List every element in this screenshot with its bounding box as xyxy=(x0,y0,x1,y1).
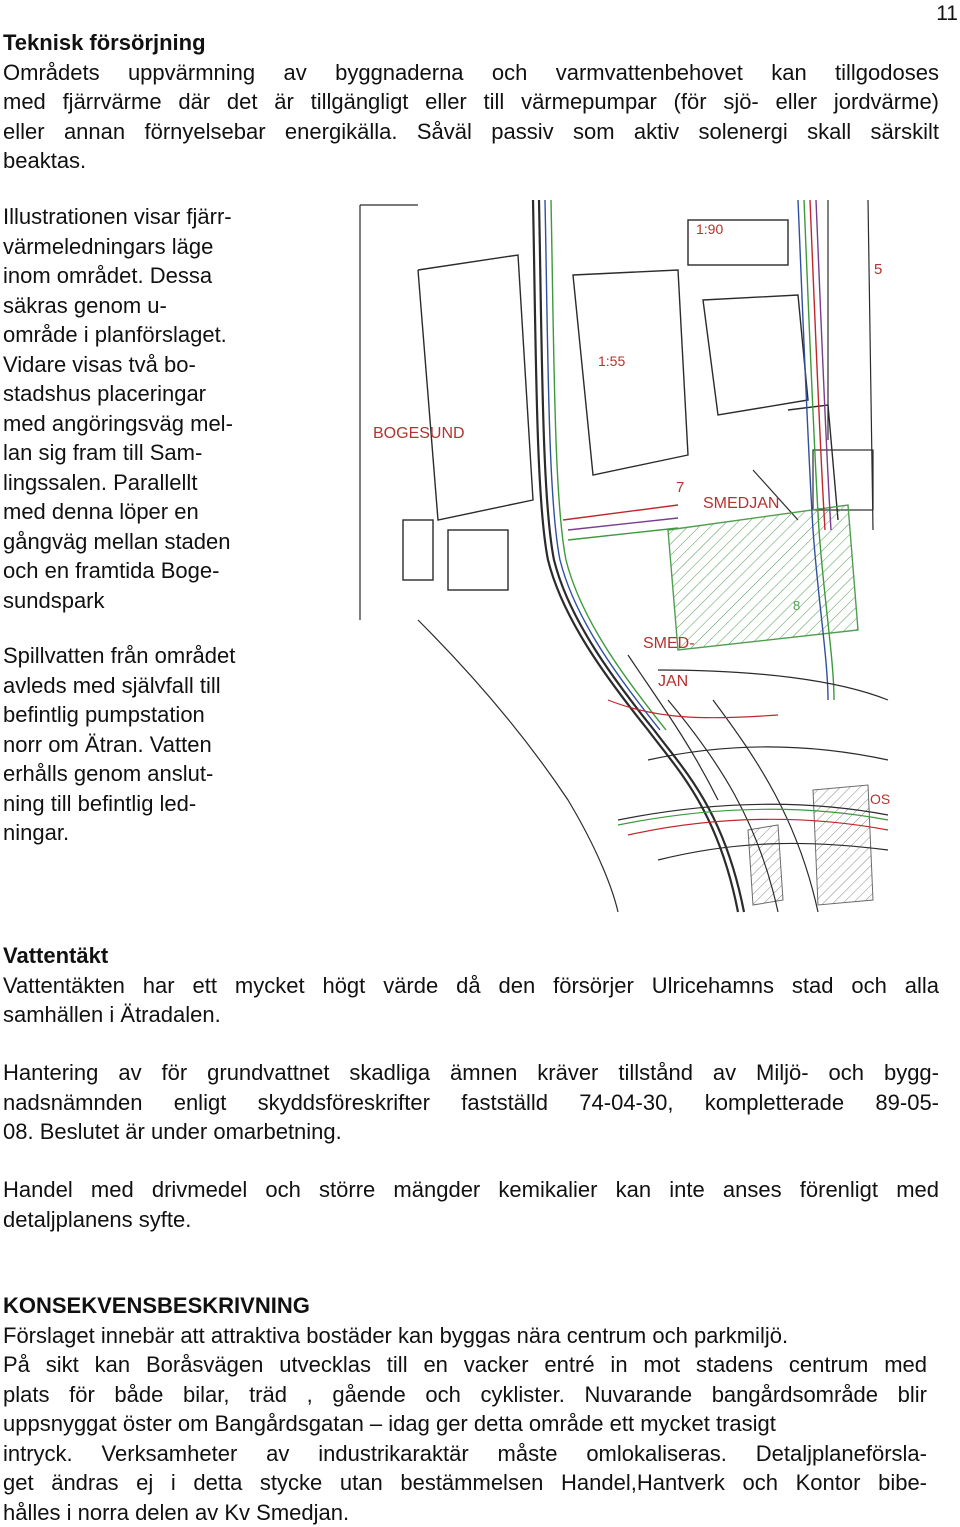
spillvatten-line: ning till befintlig led- xyxy=(3,789,273,819)
teknisk-line: eller annan förnyelsebar energikälla. Såväl passiv som aktiv solenergi skall särskilt xyxy=(3,117,939,147)
vattentakt-line: Hantering av för grundvattnet skadliga ämnen kräver tillstånd av Miljö- och bygg- xyxy=(3,1058,939,1088)
label-scale-1-55: 1:55 xyxy=(598,353,625,369)
vattentakt-line: Handel med drivmedel och större mängder kemikalier kan inte anses förenligt med xyxy=(3,1175,939,1205)
caption-line: Illustrationen visar fjärr- xyxy=(3,202,273,232)
spillvatten-line: befintlig pumpstation xyxy=(3,700,273,730)
caption-line: gångväg mellan staden xyxy=(3,527,273,557)
label-os: OS xyxy=(870,791,890,807)
map-frame xyxy=(360,205,418,620)
spillvatten-line: Spillvatten från området xyxy=(3,641,273,671)
vattentakt-line: detaljplanens syfte. xyxy=(3,1205,939,1235)
caption-line: lingssalen. Parallellt xyxy=(3,468,273,498)
label-jan: JAN xyxy=(658,673,688,690)
label-scale-1-90: 1:90 xyxy=(696,221,723,237)
caption-line: inom området. Dessa xyxy=(3,261,273,291)
label-num-8: 8 xyxy=(793,598,800,613)
label-num-5: 5 xyxy=(874,261,882,278)
caption-line: sundspark xyxy=(3,586,273,616)
teknisk-section xyxy=(3,28,939,176)
vattentakt-line: nadsnämnden enligt skyddsföreskrifter fastställd 74-04-30, kompletterade 89-05- xyxy=(3,1088,939,1118)
map-drawing xyxy=(358,200,888,912)
teknisk-line: Områdets uppvärmning av byggnaderna och varmvattenbehovet kan tillgodoses xyxy=(3,58,939,88)
konsekvens-line: get ändras ej i detta stycke utan bestämmelsen Handel,Hantverk och Kontor bibe- xyxy=(3,1468,927,1498)
vattentakt-section xyxy=(3,941,939,1030)
vattentakt-heading: Vattentäkt xyxy=(3,941,939,971)
label-smedjan: SMEDJAN xyxy=(703,495,779,512)
konsekvens-line: plats för både bilar, träd , gående och cyklister. Nuvarande bangårdsområde blir xyxy=(3,1380,927,1410)
label-smed: SMED- xyxy=(643,635,695,652)
spillvatten-line: norr om Ätran. Vatten xyxy=(3,730,273,760)
vattentakt-paragraph-2 xyxy=(3,1058,939,1147)
caption-line: lan sig fram till Sam- xyxy=(3,438,273,468)
caption-line: med denna löper en xyxy=(3,497,273,527)
vattentakt-line: Vattentäkten har ett mycket högt värde då den försörjer Ulricehamns stad och alla xyxy=(3,971,939,1001)
vattentakt-line: samhällen i Ätradalen. xyxy=(3,1000,939,1030)
label-num-7: 7 xyxy=(676,479,684,496)
caption-line: område i planförslaget. xyxy=(3,320,273,350)
konsekvens-line: intryck. Verksamheter av industrikaraktär måste omlokaliseras. Detaljplaneförsla- xyxy=(3,1439,927,1469)
vattentakt-paragraph-3 xyxy=(3,1175,939,1234)
vattentakt-line: 08. Beslutet är under omarbetning. xyxy=(3,1117,939,1147)
teknisk-heading: Teknisk försörjning xyxy=(3,28,939,58)
central-building xyxy=(573,220,838,520)
konsekvens-line: hålles i norra delen av Kv Smedjan. xyxy=(3,1498,927,1527)
konsekvens-line: uppsnyggat öster om Bangårdsgatan – idag ger detta område ett mycket trasigt xyxy=(3,1409,927,1439)
page-number: 11 xyxy=(936,2,958,26)
spillvatten-line: ningar. xyxy=(3,818,273,848)
spillvatten-line: erhålls genom anslut- xyxy=(3,759,273,789)
bogesund-block xyxy=(403,255,533,590)
caption-line: stadshus placeringar xyxy=(3,379,273,409)
teknisk-line: beaktas. xyxy=(3,146,939,176)
illustration-caption xyxy=(3,202,273,615)
district-heating-map xyxy=(358,200,888,912)
caption-line: Vidare visas två bo- xyxy=(3,350,273,380)
spillvatten-line: avleds med självfall till xyxy=(3,671,273,701)
caption-line: och en framtida Boge- xyxy=(3,556,273,586)
east-structures xyxy=(753,200,873,530)
konsekvens-line: På sikt kan Boråsvägen utvecklas till en vacker entré in mot stadens centrum med xyxy=(3,1350,927,1380)
teknisk-line: med fjärrvärme där det är tillgängligt eller till värmepumpar (för sjö- eller jordvärme) xyxy=(3,87,939,117)
label-bogesund: BOGESUND xyxy=(373,425,465,442)
spillvatten-paragraph xyxy=(3,641,273,848)
caption-line: värmeledningars läge xyxy=(3,232,273,262)
caption-line: säkras genom u- xyxy=(3,291,273,321)
konsekvens-section xyxy=(3,1291,927,1527)
konsekvens-line: Förslaget innebär att attraktiva bostäder kan byggas nära centrum och parkmiljö. xyxy=(3,1321,927,1351)
caption-line: med angöringsväg mel- xyxy=(3,409,273,439)
konsekvens-heading: KONSEKVENSBESKRIVNING xyxy=(3,1291,927,1321)
